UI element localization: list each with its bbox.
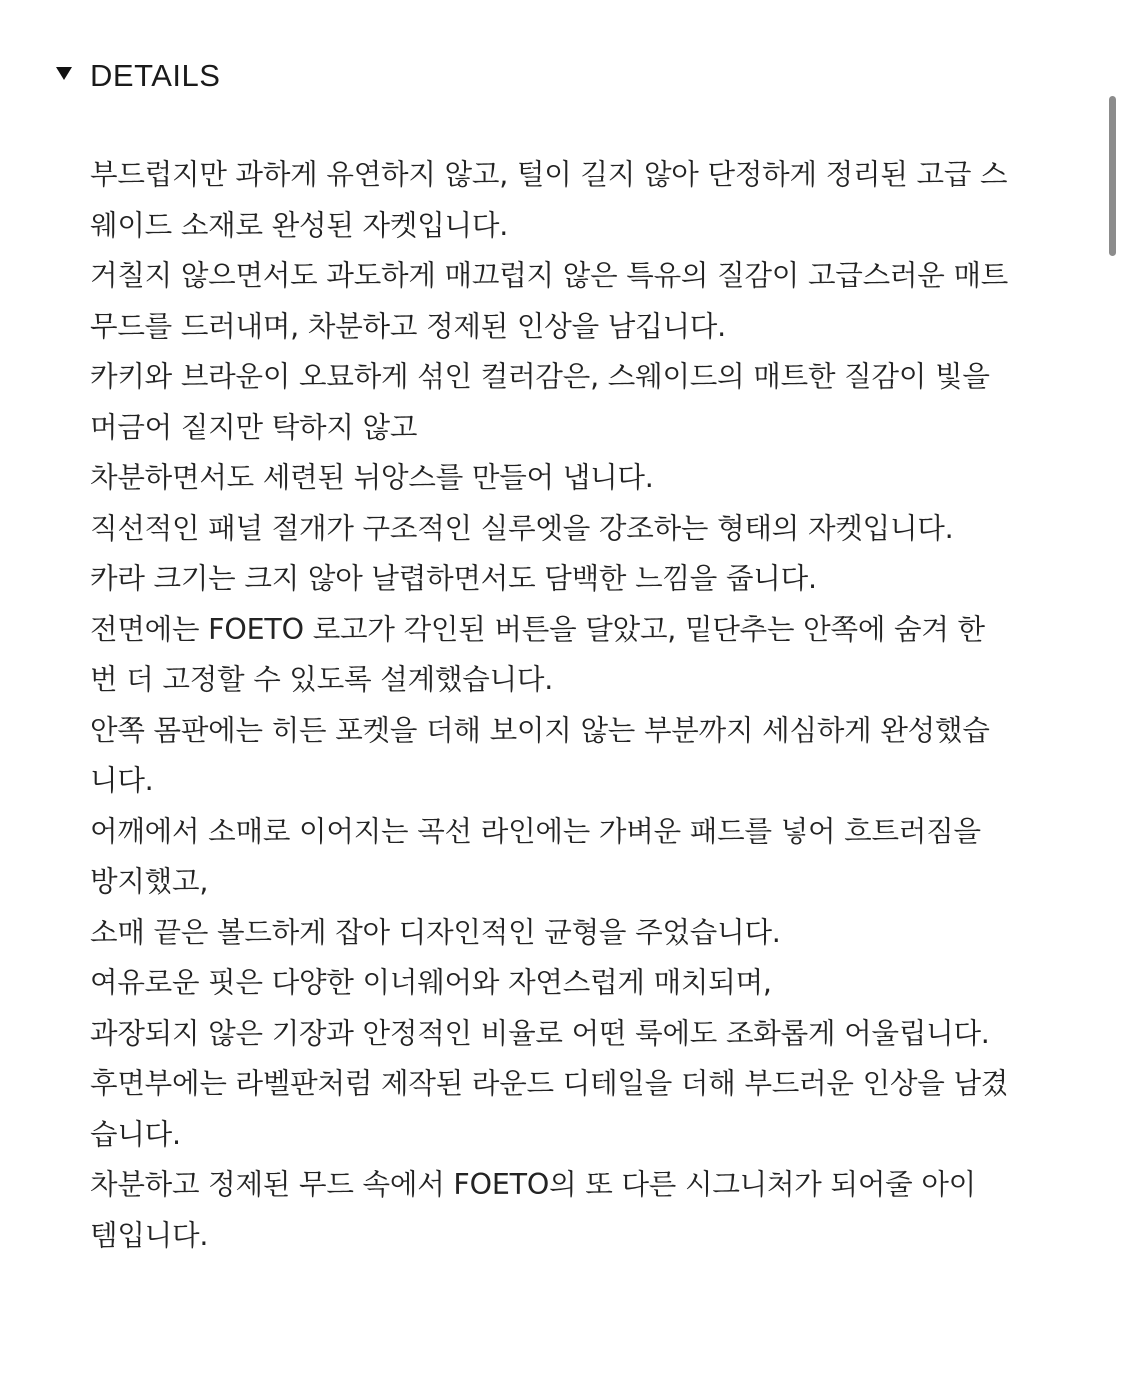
- description-line: 어깨에서 소매로 이어지는 곡선 라인에는 가벼운 패드를 넣어 흐트러짐을: [90, 814, 981, 848]
- scrollbar-thumb[interactable]: [1109, 96, 1116, 256]
- description-line: 차분하면서도 세련된 뉘앙스를 만들어 냅니다.: [90, 461, 654, 494]
- triangle-down-icon: [56, 67, 72, 80]
- description-line: 직선적인 패널 절개가 구조적인 실루엣을 강조하는 형태의 자켓입니다.: [90, 511, 954, 545]
- description-line: 템입니다.: [90, 1218, 209, 1252]
- description-line: 차분하고 정제된 무드 속에서 FOETO의 또 다른 시그니처가 되어줄 아이: [90, 1168, 977, 1201]
- description-line: 거칠지 않으면서도 과도하게 매끄럽지 않은 특유의 질감이 고급스러운 매트: [90, 259, 1009, 292]
- description-line: 부드럽지만 과하게 유연하지 않고, 털이 길지 않아 단정하게 정리된 고급 스: [90, 158, 1008, 191]
- description-line: 카라 크기는 크지 않아 날렵하면서도 담백한 느낌을 줍니다.: [90, 562, 817, 595]
- description-line: 번 더 고정할 수 있도록 설계했습니다.: [90, 663, 554, 696]
- description-line: 무드를 드러내며, 차분하고 정제된 인상을 남깁니다.: [90, 309, 726, 343]
- details-toggle[interactable]: [56, 56, 220, 96]
- description-line: 여유로운 핏은 다양한 이너웨어와 자연스럽게 매치되며,: [90, 966, 772, 999]
- description-line: 과장되지 않은 기장과 안정적인 비율로 어떤 룩에도 조화롭게 어울립니다.: [90, 1016, 990, 1050]
- description-line: 소매 끝은 볼드하게 잡아 디자인적인 균형을 주었습니다.: [90, 915, 781, 949]
- description-line: 방지했고,: [90, 865, 209, 898]
- details-content: [90, 150, 1075, 1261]
- details-title: DETAILS: [90, 58, 221, 93]
- description-line: 카키와 브라운이 오묘하게 섞인 컬러감은, 스웨이드의 매트한 질감이 빛을: [90, 360, 990, 393]
- description-line: 습니다.: [90, 1117, 181, 1151]
- description-line: 후면부에는 라벨판처럼 제작된 라운드 디테일을 더해 부드러운 인상을 남겼: [90, 1067, 1009, 1100]
- description-line: 웨이드 소재로 완성된 자켓입니다.: [90, 208, 509, 242]
- description-line: 전면에는 FOETO 로고가 각인된 버튼을 달았고, 밑단추는 안쪽에 숨겨 한: [90, 612, 985, 646]
- description-line: 니다.: [90, 764, 154, 797]
- description-line: 안쪽 몸판에는 히든 포켓을 더해 보이지 않는 부분까지 세심하게 완성했습: [90, 713, 990, 747]
- description-line: 머금어 짙지만 탁하지 않고: [90, 410, 418, 444]
